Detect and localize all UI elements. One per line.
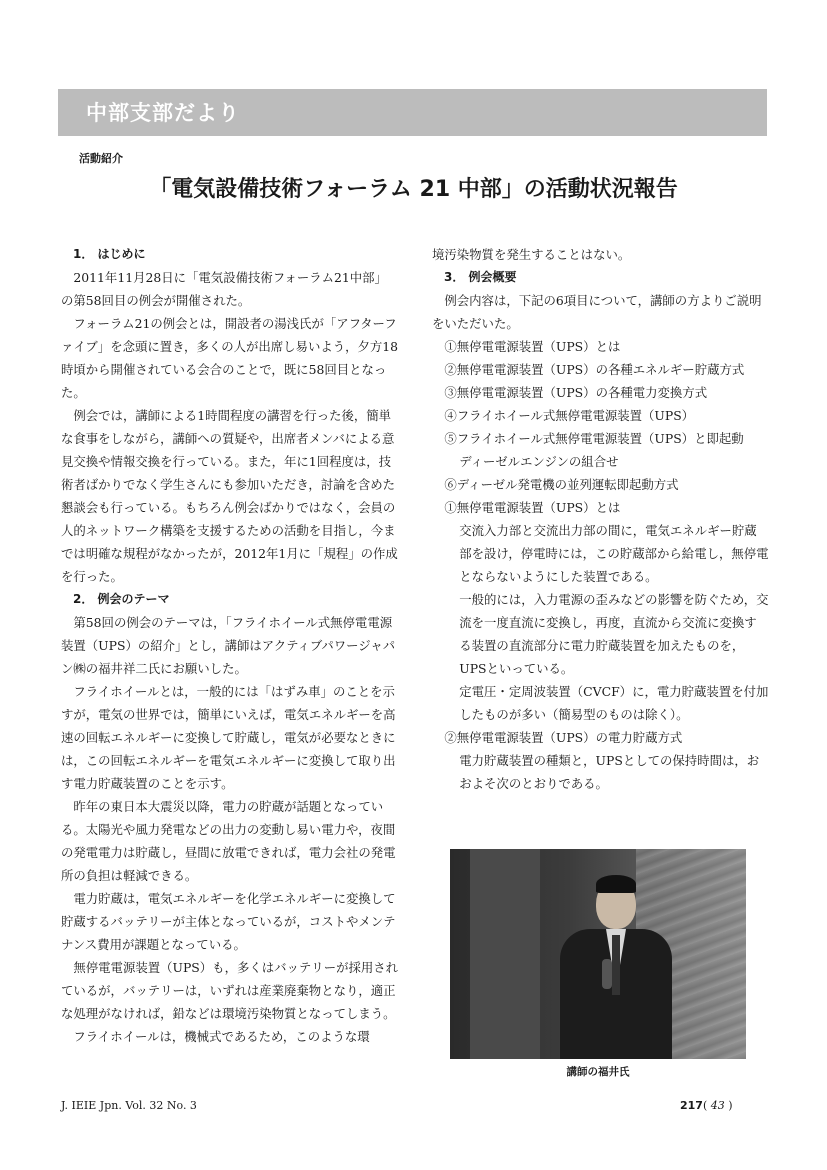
list-item: ①無停電電源装置（UPS）とは (444, 500, 621, 515)
paragraph: 無停電電源装置（UPS）も，多くはバッテリーが採用されているが，バッテリーは，いずれは産業廃棄物となり，適正な処理がなければ，鉛などは環境汚染物質となってしまう。 (61, 960, 399, 1021)
list-item: ②無停電電源装置（UPS）の電力貯蔵方式 (444, 730, 683, 745)
photo-background-panel (470, 849, 540, 1059)
paragraph: 電力貯蔵は，電気エネルギーを化学エネルギーに変換して貯蔵するバッテリーが主体となっているが，コストやメンテナンス費用が課題となっている。 (61, 891, 396, 952)
section-heading: 2． 例会のテーマ (73, 592, 170, 606)
paragraph: 第58回の例会のテーマは，「フライホイール式無停電電源装置（UPS）の紹介」とし，講師はアクティブパワージャパン㈱の福井祥二氏にお願いした。 (61, 615, 396, 676)
list-item: ⑥ディーゼル発電機の並列運転即起動方式 (444, 477, 679, 492)
section-heading: 1． はじめに (73, 247, 146, 261)
speaker-tie (612, 935, 620, 995)
speaker-photo (450, 849, 746, 1059)
speaker-hair (596, 875, 636, 893)
article-title: 「電気設備技術フォーラム 21 中部」の活動状況報告 (149, 177, 678, 202)
paragraph: 例会内容は，下記の6項目について，講師の方よりご説明をいただいた。 (432, 293, 762, 331)
microphone-icon (602, 959, 612, 989)
list-item: ③無停電電源装置（UPS）の各種電力変換方式 (444, 385, 708, 400)
page-number-sub: 43 (710, 1099, 725, 1112)
list-item-detail: 電力貯蔵装置の種類と，UPSとしての保持時間は，おおよそ次のとおりである。 (459, 753, 760, 791)
section-banner (58, 89, 767, 136)
list-item-detail: ディーゼルエンジンの組合せ (459, 454, 619, 469)
journal-footer: J. IEIE Jpn. Vol. 32 No. 3 (61, 1099, 197, 1112)
page-number: 217( 43 ) (680, 1099, 733, 1112)
left-column (61, 243, 399, 1048)
section-label: 活動紹介 (79, 152, 123, 165)
paragraph: フライホイールとは，一般的には「はずみ車」のことを示すが，電気の世界では，簡単にいえば，電気エネルギーを高速の回転エネルギーに変換して貯蔵し，電気が必要なときには，この回転エネルギーを電気エネルギーに変換して取り出す電力貯蔵装置のことを示す。 (61, 684, 396, 791)
list-item-detail: 一般的には，入力電源の歪みなどの影響を防ぐため，交流を一度直流に変換し，再度，直流から交流に変換する装置の直流部分に電力貯蔵装置を加えたものを，UPSといっている。 (459, 592, 769, 676)
list-item-detail: 交流入力部と交流出力部の間に，電気エネルギー貯蔵部を設け，停電時には，この貯蔵部から給電し，無停電とならないようにした装置である。 (459, 523, 769, 584)
right-column (432, 243, 769, 795)
list-item-detail: 定電圧・定周波装置（CVCF）に，電力貯蔵装置を付加したものが多い（簡易型のものは除く）。 (459, 684, 769, 722)
section-heading: 3． 例会概要 (444, 270, 517, 284)
paragraph: フォーラム21の例会とは，開設者の湯浅氏が「アフターファイブ」を念頭に置き，多くの人が出席し易いよう，夕方18時頃から開催されている会合のことで，既に58回目となった。 (61, 316, 399, 400)
list-item: ⑤フライホイール式無停電電源装置（UPS）と即起動 (444, 431, 744, 446)
banner-title: 中部支部だより (86, 101, 240, 125)
paragraph: 例会では，講師による1時間程度の講習を行った後，簡単な食事をしながら，講師への質疑や，出席者メンバによる意見交換や情報交換を行っている。また，年に1回程度は，技術者ばかりでなく学生さんにも参加いただき，討論を含めた懇談会も行っている。もちろん例会ばかりではなく，会員の人的ネットワーク構築を支援するための活動を目指し，今までは明確な規程がなかったが，2012年1月に「規程」の作成を行った。 (61, 408, 398, 584)
paragraph-continued: 境汚染物質を発生することはない。 (432, 247, 631, 262)
page-number-main: 217 (680, 1099, 703, 1112)
list-item: ②無停電電源装置（UPS）の各種エネルギー貯蔵方式 (444, 362, 745, 377)
paragraph: 2011年11月28日に「電気設備技術フォーラム21中部」の第58回目の例会が開催された。 (61, 270, 387, 308)
paragraph: フライホイールは，機械式であるため，このような環 (73, 1029, 370, 1044)
list-item: ①無停電電源装置（UPS）とは (444, 339, 621, 354)
paragraph: 昨年の東日本大震災以降，電力の貯蔵が話題となっている。太陽光や風力発電などの出力の変動し易い電力や，夜間の発電電力は貯蔵し，昼間に放電できれば，電力会社の発電所の負担は軽減できる。 (61, 799, 396, 883)
list-item: ④フライホイール式無停電電源装置（UPS） (444, 408, 695, 423)
photo-caption: 講師の福井氏 (566, 1066, 630, 1078)
